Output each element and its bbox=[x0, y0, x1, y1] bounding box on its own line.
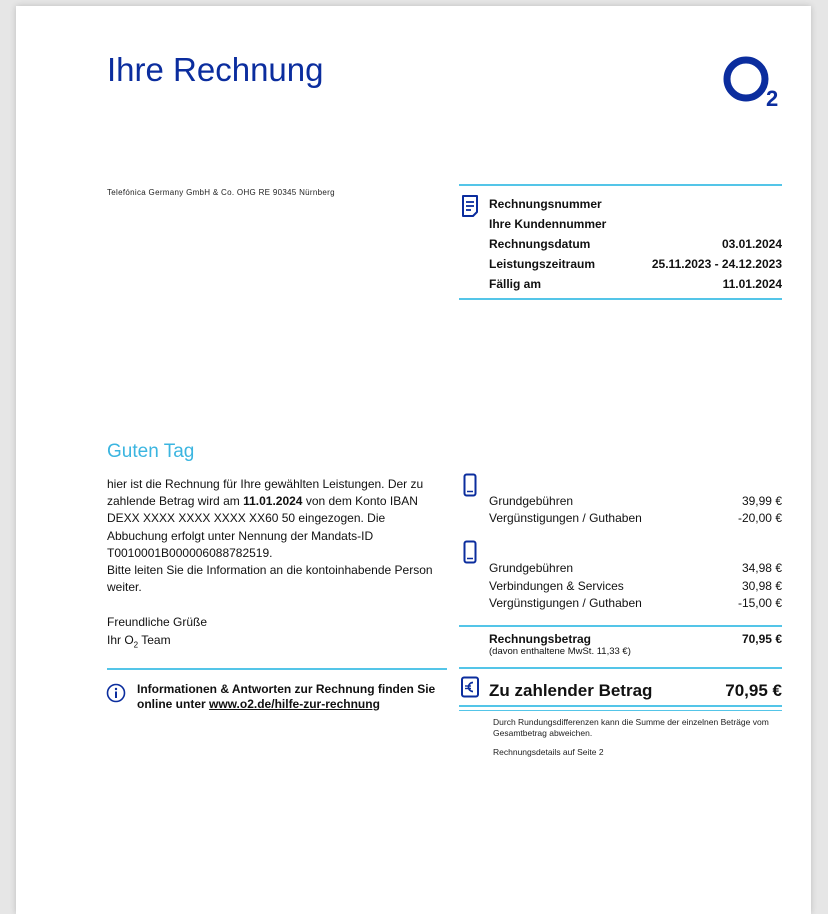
closing-line-1: Freundliche Grüße bbox=[107, 615, 208, 629]
invoice-total bbox=[489, 632, 782, 657]
info-label: Ihre Kundennummer bbox=[489, 217, 607, 231]
position-label: Vergünstigungen / Guthaben bbox=[489, 596, 642, 610]
position-amount: -20,00 € bbox=[737, 511, 782, 525]
payment-label: Zu zahlender Betrag bbox=[489, 681, 653, 700]
position-amount: -15,00 € bbox=[737, 596, 782, 610]
summary-top-line bbox=[459, 625, 782, 627]
vat-note: (davon enthaltene MwSt. 11,33 €) bbox=[489, 646, 631, 657]
info-note bbox=[137, 682, 457, 712]
payment-line-1 bbox=[459, 705, 782, 707]
rounding-note: Durch Rundungsdifferenzen kann die Summe der einzelnen Beträge vom Gesamtbetrag abweichen. bbox=[493, 717, 769, 738]
position-amount: 39,99 € bbox=[741, 494, 782, 508]
phone-icon bbox=[463, 540, 477, 564]
info-row-kundennummer bbox=[489, 214, 782, 234]
letter-closing bbox=[107, 614, 207, 653]
page-title: Ihre Rechnung bbox=[107, 51, 324, 88]
document-icon bbox=[460, 194, 480, 218]
summary-bottom-line bbox=[459, 667, 782, 669]
position-amount: 34,98 € bbox=[741, 561, 782, 575]
closing-line-2 bbox=[107, 632, 207, 654]
position-label: Verbindungen & Services bbox=[489, 579, 624, 593]
payment-line-2 bbox=[459, 710, 782, 711]
invoice-total-label: Rechnungsbetrag bbox=[489, 632, 592, 646]
o2-logo bbox=[722, 52, 784, 108]
greeting: Guten Tag bbox=[107, 441, 195, 462]
position-row bbox=[489, 578, 782, 595]
info-value: 25.11.2023 - 24.12.2023 bbox=[651, 257, 782, 271]
info-note-line bbox=[107, 668, 447, 670]
o2-logo-sub: 2 bbox=[766, 86, 779, 108]
info-box-bottom-line bbox=[459, 298, 782, 300]
info-label: Fällig am bbox=[489, 277, 542, 291]
letter-paragraph-1 bbox=[107, 476, 447, 562]
closing-text: Team bbox=[138, 632, 171, 647]
info-box-top-line bbox=[459, 184, 782, 186]
position-row bbox=[489, 510, 782, 527]
invoice-page bbox=[16, 6, 811, 914]
help-link[interactable]: www.o2.de/hilfe-zur-rechnung bbox=[209, 697, 380, 711]
info-row-leistungszeitraum bbox=[489, 254, 782, 274]
payment-amount: 70,95 € bbox=[725, 681, 782, 700]
position-label: Vergünstigungen / Guthaben bbox=[489, 511, 642, 525]
info-value: 11.01.2024 bbox=[722, 277, 782, 291]
info-label: Rechnungsnummer bbox=[489, 197, 602, 211]
position-row bbox=[489, 560, 782, 577]
info-label: Rechnungsdatum bbox=[489, 237, 591, 251]
phone-icon bbox=[463, 473, 477, 497]
invoice-total-row bbox=[489, 632, 782, 646]
info-value: 03.01.2024 bbox=[721, 237, 782, 251]
info-label: Leistungszeitraum bbox=[489, 257, 596, 271]
position-label: Grundgebühren bbox=[489, 561, 574, 575]
position-amount: 30,98 € bbox=[741, 579, 782, 593]
closing-sub: 2 bbox=[133, 639, 139, 649]
position-row bbox=[489, 493, 782, 510]
payment-row bbox=[489, 681, 782, 701]
info-row-rechnungsdatum bbox=[489, 234, 782, 254]
letter-body bbox=[107, 476, 447, 596]
info-row-rechnungsnummer bbox=[489, 194, 782, 214]
invoice-info bbox=[489, 194, 782, 294]
info-note-text: Informationen & Antworten zur Rechnung finden Sie online unter bbox=[137, 682, 436, 711]
euro-icon bbox=[460, 676, 480, 698]
closing-text: Ihr O bbox=[107, 632, 134, 647]
sender-address: Telefónica Germany GmbH & Co. OHG RE 90345 Nürnberg bbox=[107, 188, 335, 197]
info-row-faellig bbox=[489, 274, 782, 294]
invoice-total-amount: 70,95 € bbox=[741, 632, 782, 646]
letter-text: hier ist die Rechnung für Ihre gewählten Leistungen. Der zu zahlende Betrag wird am bbox=[107, 477, 424, 509]
details-note: Rechnungsdetails auf Seite 2 bbox=[493, 747, 604, 757]
position-label: Grundgebühren bbox=[489, 494, 574, 508]
due-date-bold: 11.01.2024 bbox=[243, 494, 303, 509]
letter-text: von dem Konto IBAN DEXX XXXX XXXX XXXX XX60 50 eingezogen. Die Abbuchung erfolgt unter Nennung der Mandats-ID T0010001B000006088782519. bbox=[107, 494, 418, 560]
info-icon bbox=[106, 683, 126, 703]
letter-paragraph-2: Bitte leiten Sie die Information an die kontoinhabende Person weiter. bbox=[107, 563, 433, 595]
position-row bbox=[489, 595, 782, 612]
